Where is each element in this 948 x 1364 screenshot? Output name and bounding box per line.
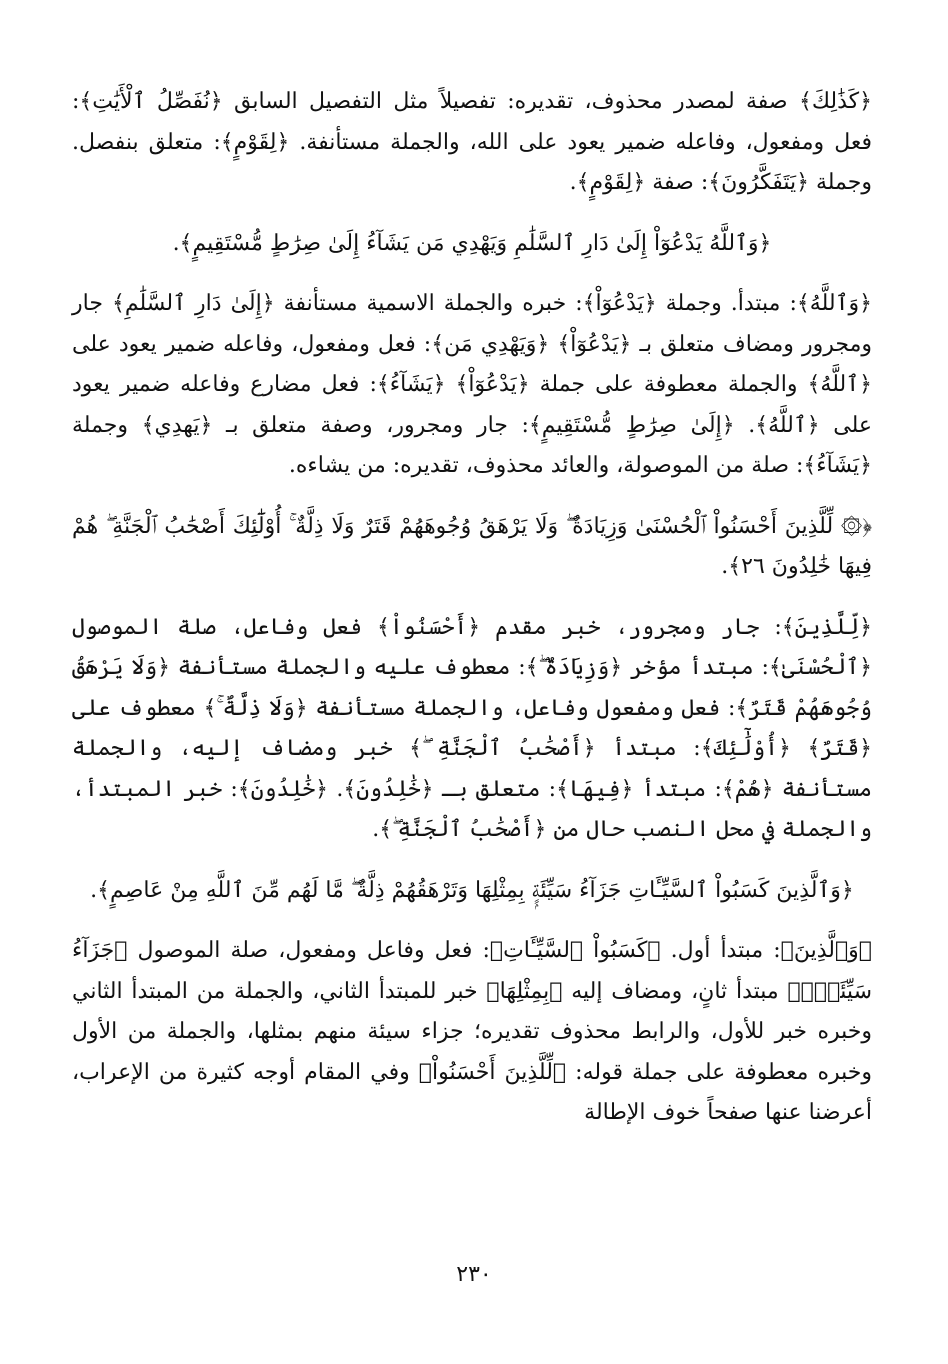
quran-verse-2: ﴿۞ لِّلَّذِينَ أَحْسَنُواْ ٱلْحُسْنَىٰ وَزِيَادَةٌ ۖ وَلَا يَرْهَقُ وُجُوهَهُمْ قَتَرٌ وَلَا ذِلَّةٌ ۚ أُوْلَٰٓئِكَ أَصْحَٰبُ ٱلْجَنَّةِ ۖ هُمْ فِيهَا خَٰلِدُونَ ٢٦﴾.: [72, 513, 872, 579]
paragraph-1: ﴿كَذَٰلِكَ﴾ صفة لمصدر محذوف، تقديره: تفصيلاً مثل التفصيل السابق ﴿نُفَصِّلُ ٱلْأَيَٰتِ﴾: فعل ومفعول، وفاعله ضمير يعود على الله، والجملة مستأنفة. ﴿لِقَوْمٍ﴾: متعلق بنفصل. وجملة ﴿يَتَفَكَّرُونَ﴾: صفة ﴿لِقَوْمٍ﴾.: [72, 89, 872, 195]
paragraph-2: ﴿وَٱللَّهُ﴾: مبتدأ. وجملة ﴿يَدْعُوٓاْ﴾: خبره والجملة الاسمية مستأنفة ﴿إِلَىٰ دَارِ ٱلسَّلَٰمِ﴾ جار ومجرور ومضاف متعلق بـ ﴿يَدْعُوٓاْ﴾ ﴿وَيَهْدِي مَن﴾: فعل ومفعول، وفاعله ضمير يعود على ﴿ٱللَّهُ﴾ والجملة معطوفة على جملة ﴿يَدْعُوٓاْ﴾ ﴿يَشَآءُ﴾: فعل مضارع وفاعله ضمير يعود على ﴿ٱللَّهُ﴾. ﴿إِلَىٰ صِرَٰطٍ مُّسْتَقِيمٍ﴾: جار ومجرور، وصفة متعلق بـ ﴿يَهدِي﴾ وجملة ﴿يَشَآءُ﴾: صلة من الموصولة، والعائد محذوف، تقديره: من يشاءه.: [72, 291, 872, 478]
paragraph-4: ﴿وَٱلَّذِينَ﴾: مبتدأ أول. ﴿كَسَبُواْ ٱلسَّيِّـَٔاتِ﴾: فعل وفاعل ومفعول، صلة الموصول ﴿جَزَآءُ سَيِّئَةٍۭ﴾ مبتدأ ثانٍ، ومضاف إليه ﴿بِمِثْلِهَا﴾ خبر للمبتدأ الثاني، والجملة من المبتدأ الثاني وخبره خبر للأول، والرابط محذوف تقديره؛ جزاء سيئة منهم بمثلها، والجملة من الأول وخبره معطوفة على جملة قوله: ﴿لِّلَّذِينَ أَحْسَنُواْ﴾ وفي المقام أوجه كثيرة من الإعراب، أعرضنا عنها صفحاً خوف الإطالة: [72, 938, 872, 1125]
quran-verse-3: ﴿وَٱلَّذِينَ كَسَبُواْ ٱلسَّيِّـَٔاتِ جَزَآءُ سَيِّئَةٍۭ بِمِثْلِهَا وَتَرْهَقُهُمْ ذِلَّةٌ ۖ مَّا لَهُم مِّنَ ٱللَّهِ مِنْ عَاصِمٍ﴾.: [90, 877, 854, 903]
page-number: ٢٣٠: [456, 1262, 492, 1287]
page-content: [72, 82, 872, 1134]
quran-verse-1: ﴿وَٱللَّهُ يَدْعُوٓاْ إِلَىٰ دَارِ ٱلسَّلَٰمِ وَيَهْدِي مَن يَشَآءُ إِلَىٰ صِرَٰطٍ مُّسْتَقِيمٍ﴾.: [172, 230, 772, 256]
paragraph-3: ﴿لِّلَّذِينَ﴾: جار ومجرور، خبر مقدم ﴿أَحْسَنُواْ﴾ فعل وفاعل، صلة الموصول ﴿ٱلْحُسْنَىٰ﴾: مبتدأ مؤخر ﴿وَزِيَادَةٌ ۖ﴾: معطوف عليه والجملة مستأنفة ﴿وَلَا يَرْهَقُ وُجُوهَهُمْ قَتَرٌ﴾: فعل ومفعول وفاعل، والجملة مستأنفة ﴿وَلَا ذِلَّةٌ ۚ﴾ معطوف على ﴿قَتَرٌ﴾ ﴿أُوْلَٰٓئِكَ﴾: مبتدأ ﴿أَصْحَٰبُ ٱلْجَنَّةِ ۖ﴾ خبر ومضاف إليه، والجملة مستأنفة ﴿هُمْ﴾: مبتدأ ﴿فِيهَا﴾: متعلق بـ ﴿خَٰلِدُونَ﴾. ﴿خَٰلِدُونَ﴾: خبر المبتدأ، والجملة في محل النصب حال من ﴿أَصْحَٰبُ ٱلْجَنَّةِ ۖ﴾.: [72, 614, 873, 842]
